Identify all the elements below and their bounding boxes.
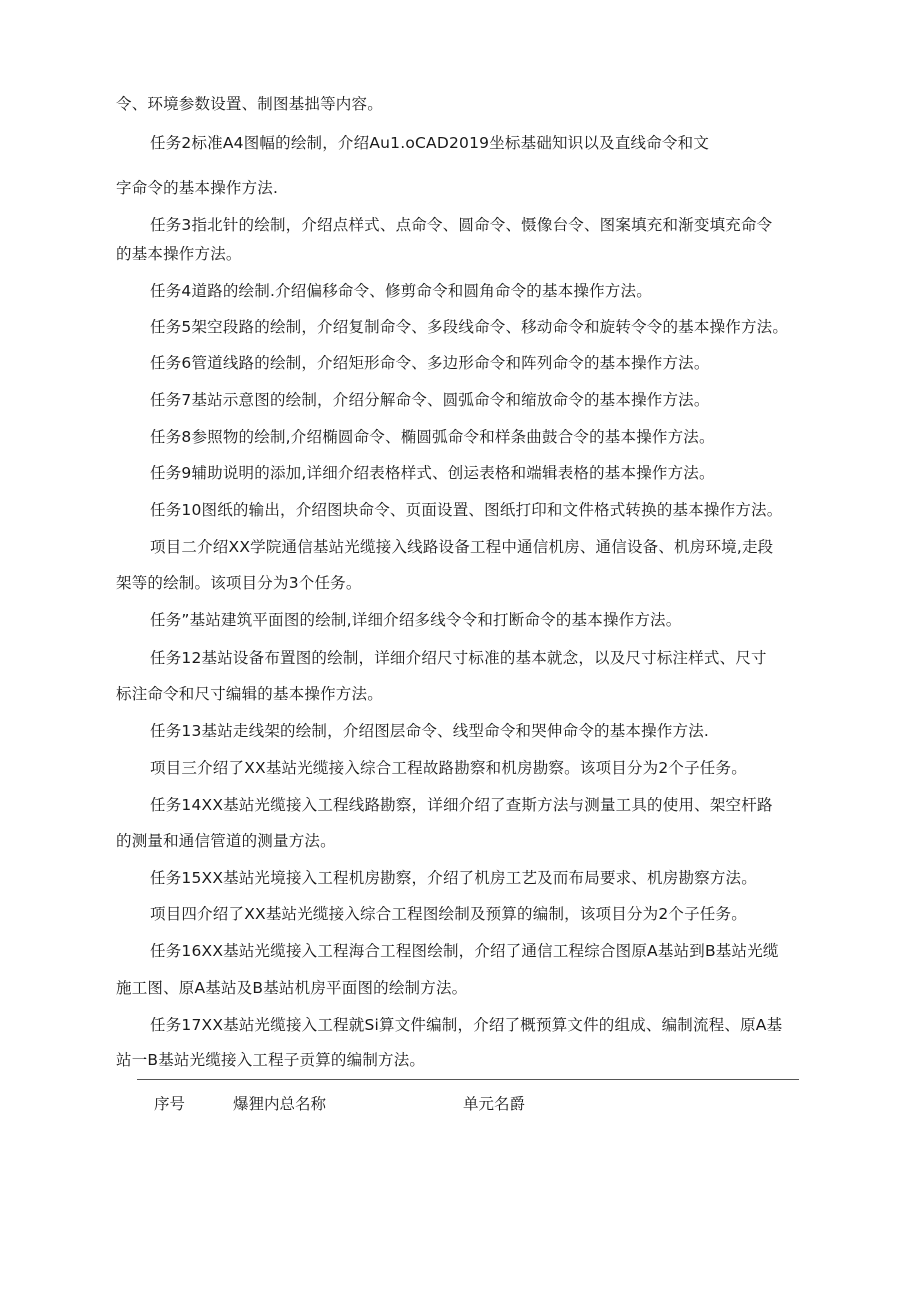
paragraph-line: 项目二介绍XX学院通信基站光缆接入线路设备工程中通信机房、通信设备、机房环境,走段 xyxy=(150,538,774,556)
paragraph-line: 任务13基站走线架的绘制，介绍图层命令、线型命令和哭伸命令的基本操作方法. xyxy=(150,722,710,740)
paragraph-line: 任务6管道线路的绘制，介绍矩形命令、多边形命令和阵列命令的基本操作方法。 xyxy=(150,354,710,372)
paragraph-line: 任务14XX基站光缆接入工程线路勘察，详细介绍了查斯方法与测量工具的使用、架空杆路 xyxy=(150,796,773,814)
table-header-unit-name: 单元名爵 xyxy=(463,1095,526,1113)
paragraph-line: 任务10图纸的输出，介绍图块命令、页面设置、图纸打印和文件格式转换的基本操作方法。 xyxy=(150,501,783,519)
paragraph-line: 项目四介绍了XX基站光缆接入综合工程图绘制及预算的编制，该项目分为2个子任务。 xyxy=(150,905,747,923)
table-header-index: 序号 xyxy=(154,1095,186,1113)
paragraph-line: 的基本操作方法。 xyxy=(116,245,242,263)
paragraph-line: 任务12基站设备布置图的绘制，详细介绍尺寸标准的基本就念，以及尺寸标注样式、尺寸 xyxy=(150,649,767,667)
paragraph-line: 字命令的基本操作方法. xyxy=(116,179,279,197)
paragraph-line: 架等的绘制。该项目分为3个任务。 xyxy=(116,574,362,592)
paragraph-line: 标注命令和尺寸编辑的基本操作方法。 xyxy=(116,685,383,703)
paragraph-line: 任务”基站建筑平面图的绘制,详细介绍多线令令和打断命令的基本操作方法。 xyxy=(150,611,682,629)
paragraph-line: 的测量和通信管道的测量方法。 xyxy=(116,832,336,850)
table-top-rule xyxy=(137,1079,799,1080)
paragraph-line: 任务9辅助说明的添加,详细介绍表格样式、创运表格和端辑表格的基本操作方法。 xyxy=(150,464,715,482)
paragraph-line: 施工图、原A基站及B基站机房平面图的绘制方法。 xyxy=(116,979,468,997)
paragraph-line: 任务5架空段路的绘制，介绍复制命令、多段线命令、移动命令和旋转令令的基本操作方法。 xyxy=(150,318,789,336)
paragraph-line: 任务16XX基站光缆接入工程海合工程图绘制，介绍了通信工程综合图原A基站到B基站光缆 xyxy=(150,942,779,960)
paragraph-line: 任务7基站示意图的绘制，介绍分解命令、圆弧命令和缩放命令的基本操作方法。 xyxy=(150,391,710,409)
paragraph-line: 任务2标准A4图幅的绘制，介绍Au1.oCAD2019坐标基础知识以及直线命令和文 xyxy=(150,134,710,152)
paragraph-line: 项目三介绍了XX基站光缆接入综合工程故路勘察和机房勘察。该项目分为2个子任务。 xyxy=(150,759,747,777)
table-header-content-name: 爆狸内总名称 xyxy=(233,1095,327,1113)
paragraph-line: 任务3指北针的绘制，介绍点样式、点命令、圆命令、慑像台令、图案填充和渐变填充命令 xyxy=(150,216,773,234)
paragraph-line: 任务15XX基站光境接入工程机房勘察，介绍了机房工艺及而布局要求、机房勘察方法。 xyxy=(150,869,757,887)
paragraph-line: 任务8参照物的绘制,介绍椭圆命令、椭圆弧命令和样条曲鼓合令的基本操作方法。 xyxy=(150,428,715,446)
paragraph-line: 站一B基站光缆接入工程子贡算的编制方法。 xyxy=(116,1051,426,1069)
paragraph-line: 令、环境参数设置、制图基拙等内容。 xyxy=(116,95,383,113)
paragraph-line: 任务4道路的绘制.介绍偏移命令、修剪命令和圆角命令的基本操作方法。 xyxy=(150,282,652,300)
paragraph-line: 任务17XX基站光缆接入工程就Si算文件编制，介绍了概预算文件的组成、编制流程、原A基 xyxy=(150,1016,783,1034)
